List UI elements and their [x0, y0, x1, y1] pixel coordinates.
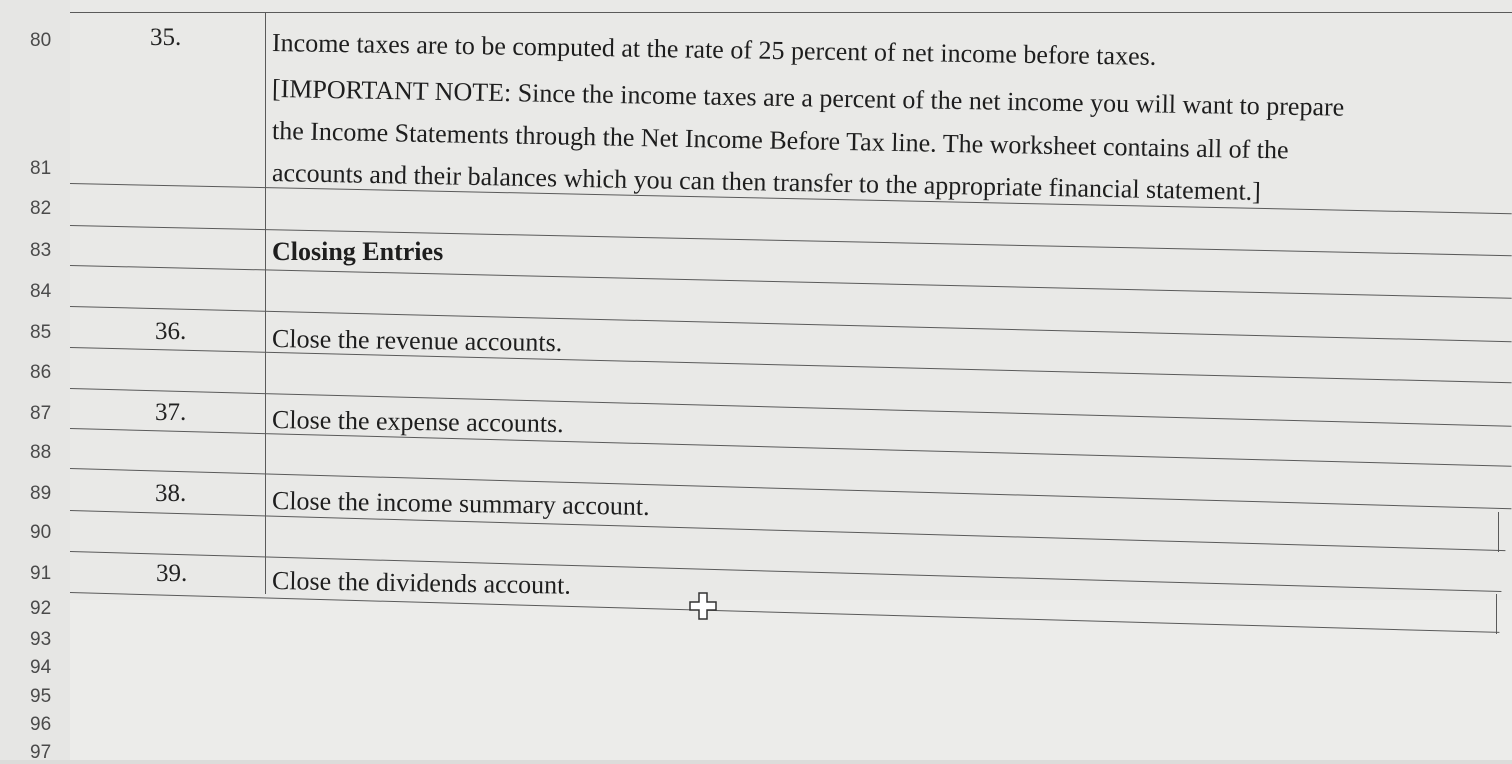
- column-border: [265, 12, 266, 594]
- row-border: [70, 12, 1512, 13]
- cell-text-line: [IMPORTANT NOTE: Since the income taxes are a percent of the net income you will want to prepare: [271, 74, 1345, 122]
- cell-text-line: the Income Statements through the Net Income Before Tax line. The worksheet contains all of the: [271, 116, 1289, 165]
- row-number[interactable]: 97: [30, 742, 52, 763]
- row-number[interactable]: 89: [30, 483, 52, 504]
- cell-text-line: accounts and their balances which you can then transfer to the appropriate financial statement.]: [271, 158, 1262, 206]
- row-number[interactable]: 91: [30, 563, 52, 584]
- column-border: [1498, 512, 1499, 552]
- item-number: 39.: [156, 560, 188, 587]
- row-number[interactable]: 85: [30, 322, 52, 343]
- row-number[interactable]: 92: [30, 598, 52, 619]
- column-border: [1496, 594, 1497, 634]
- item-number: 37.: [155, 399, 187, 426]
- row-number[interactable]: 80: [30, 30, 52, 51]
- row-number[interactable]: 95: [30, 686, 52, 707]
- row-number[interactable]: 94: [30, 657, 52, 678]
- row-number[interactable]: 93: [30, 629, 52, 650]
- cell-select-plus-cursor-icon: [688, 591, 718, 621]
- cell-text: Close the dividends account.: [271, 566, 572, 600]
- item-number: 35.: [150, 24, 182, 51]
- empty-cells-area[interactable]: [70, 600, 1512, 760]
- row-number[interactable]: 86: [30, 362, 52, 383]
- row-number[interactable]: 90: [30, 522, 52, 543]
- row-number[interactable]: 88: [30, 442, 52, 463]
- item-number: 38.: [155, 480, 187, 507]
- row-number[interactable]: 87: [30, 403, 52, 424]
- section-heading: Closing Entries: [272, 237, 444, 266]
- cell-text-line: Income taxes are to be computed at the rate of 25 percent of net income before taxes.: [271, 28, 1157, 71]
- row-number[interactable]: 81: [30, 158, 52, 179]
- row-number[interactable]: 82: [30, 198, 52, 219]
- row-number[interactable]: 84: [30, 281, 52, 302]
- row-number[interactable]: 83: [30, 240, 52, 261]
- row-number[interactable]: 96: [30, 714, 52, 735]
- row-header-column[interactable]: [0, 0, 71, 763]
- cell-text: Close the income summary account.: [271, 486, 650, 521]
- cell-text: Close the expense accounts.: [271, 405, 564, 439]
- item-number: 36.: [155, 318, 187, 345]
- cell-text: Close the revenue accounts.: [271, 324, 563, 358]
